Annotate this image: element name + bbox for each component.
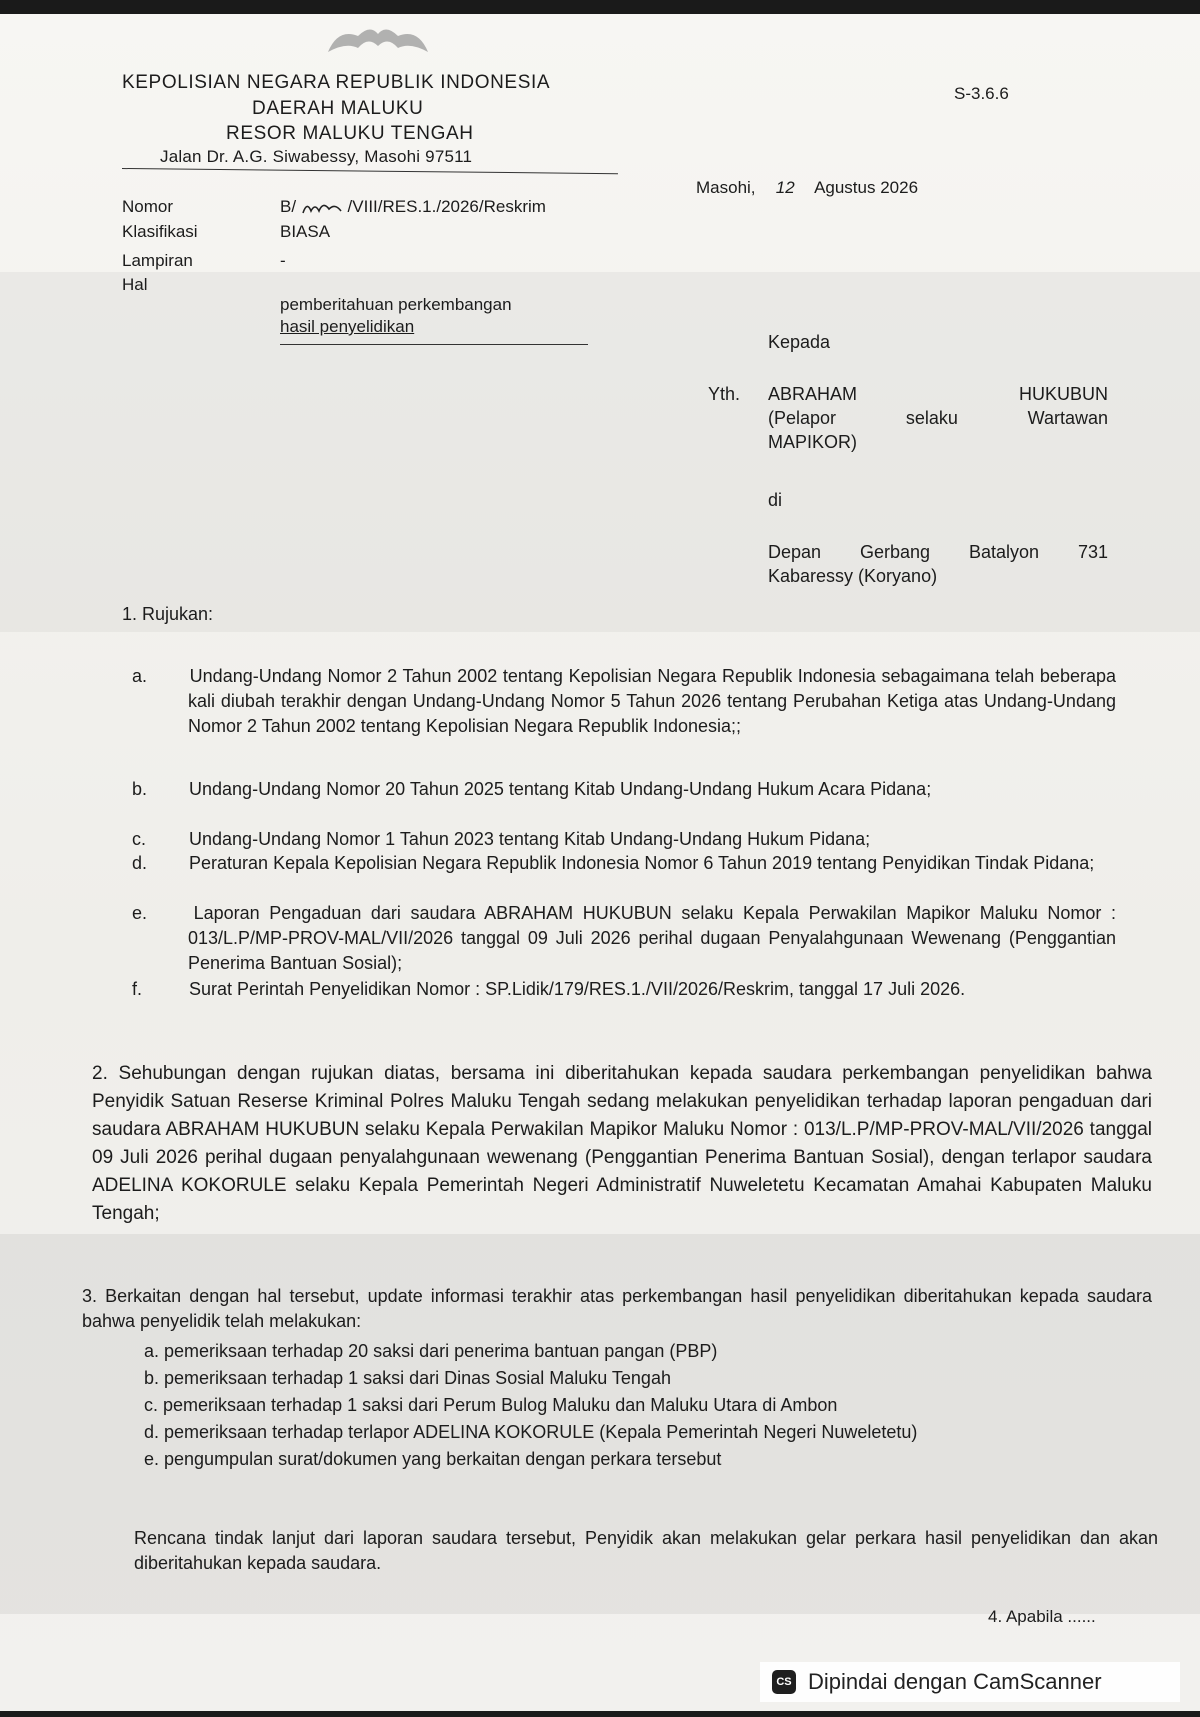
location-line2: Kabaressy (Koryano): [768, 566, 938, 586]
city: Masohi,: [696, 178, 756, 197]
location-word: Gerbang: [859, 542, 931, 562]
item-text: Peraturan Kepala Kepolisian Negara Republik Indonesia Nomor 6 Tahun 2019 tentang Penyidikan Tindak Pidana;: [189, 853, 1095, 873]
police-crest-emblem: [318, 22, 438, 62]
letterhead-address: Jalan Dr. A.G. Siwabessy, Masohi 97511: [160, 147, 473, 166]
location-word: Depan: [768, 542, 822, 562]
item-text: Laporan Pengaduan dari saudara ABRAHAM HUKUBUN selaku Kepala Perwakilan Mapikor Maluku Nomor : 013/L.P/MP-PROV-MAL/VII/2026 tanggal 09 Juli 2026 perihal dugaan Penyalahgunaan Wewenang (Penggantian Penerima Bantuan Sosial);: [188, 903, 1116, 973]
item-key: d.: [132, 853, 148, 873]
hal-value-line1: pemberitahuan perkembangan: [280, 295, 512, 314]
kepada-label: Kepada: [768, 332, 831, 352]
reference-item: [132, 977, 1116, 1002]
letterhead-divider: [122, 168, 618, 174]
reference-item: [132, 664, 1116, 739]
list-item: c. pemeriksaan terhadap 1 saksi dari Perum Bulog Maluku dan Maluku Utara di Ambon: [144, 1395, 838, 1415]
item-text: Surat Perintah Penyelidikan Nomor : SP.Lidik/179/RES.1./VII/2026/Reskrim, tanggal 17 Juli 2026.: [189, 979, 966, 999]
place-date: [696, 178, 918, 198]
section3-list: [130, 1338, 1150, 1473]
nomor-value: [280, 196, 546, 218]
continuation-marker: 4. Apabila ......: [988, 1607, 1096, 1626]
recipient-last-name: HUKUBUN: [1018, 384, 1108, 404]
role-word: (Pelapor: [768, 408, 837, 428]
recipient-first-name: ABRAHAM: [768, 384, 858, 404]
location-word: 731: [1077, 542, 1108, 562]
location-line1: [768, 540, 1108, 564]
reference-item: [132, 901, 1116, 976]
item-key: f.: [132, 979, 143, 999]
list-item: e. pengumpulan surat/dokumen yang berkaitan dengan perkara tersebut: [144, 1449, 722, 1469]
handwritten-number-signature: [301, 199, 343, 217]
recipient-location: [768, 540, 1108, 588]
hal-value-line2: hasil penyelidikan: [280, 317, 415, 336]
camscanner-text: Dipindai dengan CamScanner: [808, 1669, 1102, 1694]
lampiran-label: Lampiran: [122, 251, 193, 270]
recipient-name: [768, 382, 1108, 406]
reference-item: [132, 827, 1116, 852]
klasifikasi-value: BIASA: [280, 222, 331, 241]
letter-page: [0, 14, 1200, 1711]
klasifikasi-label: Klasifikasi: [122, 222, 198, 241]
letterhead-resort: RESOR MALUKU TENGAH: [226, 123, 474, 144]
item-key: b.: [132, 779, 148, 799]
hal-label: Hal: [122, 275, 148, 294]
recipient-role: [768, 406, 1108, 430]
reference-item: [132, 851, 1116, 876]
form-code: S-3.6.6: [954, 84, 1009, 103]
section1-heading: 1. Rujukan:: [122, 604, 214, 624]
top-border: [0, 0, 1200, 14]
di-label: di: [768, 490, 783, 510]
location-word: Batalyon: [968, 542, 1040, 562]
item-text: Undang-Undang Nomor 20 Tahun 2025 tentang Kitab Undang-Undang Hukum Acara Pidana;: [189, 779, 932, 799]
item-key: e.: [132, 903, 148, 923]
item-text: Undang-Undang Nomor 2 Tahun 2002 tentang Kepolisian Negara Republik Indonesia sebagaimana telah beberapa kali diubah terakhir dengan Undang-Undang Nomor 5 Tahun 2026 tentang Perubahan Ketiga atas Undang-Undang Nomor 2 Tahun 2002 tentang Kepolisian Negara Republik Indonesia;;: [188, 666, 1116, 736]
section2-paragraph: 2. Sehubungan dengan rujukan diatas, bersama ini diberitahukan kepada saudara perkembangan penyelidikan bahwa Penyidik Satuan Reserse Kriminal Polres Maluku Tengah sedang melakukan penyelidikan terhadap laporan pengaduan dari saudara ABRAHAM HUKUBUN selaku Kepala Perwakilan Mapikor Maluku Nomor : 013/L.P/MP-PROV-MAL/VII/2026 tanggal 09 Juli 2026 perihal dugaan penyalahgunaan wewenang (Penggantian Penerima Bantuan Sosial), dengan terlapor saudara ADELINA KOKORULE selaku Kepala Pemerintah Negeri Administratif Nuweletetu Kecamatan Amahai Kabupaten Maluku Tengah;: [92, 1063, 1152, 1224]
recipient-org: MAPIKOR): [768, 432, 858, 452]
list-item: a. pemeriksaan terhadap 20 saksi dari penerima bantuan pangan (PBP): [144, 1341, 718, 1361]
letterhead-institution: KEPOLISIAN NEGARA REPUBLIK INDONESIA: [122, 72, 551, 93]
letterhead-region: DAERAH MALUKU: [252, 98, 424, 119]
item-key: a.: [132, 666, 148, 686]
recipient-block: [768, 382, 1108, 454]
nomor-prefix: B/: [280, 197, 297, 216]
month-year: Agustus 2026: [814, 178, 919, 197]
bottom-border: [0, 1711, 1200, 1717]
reference-item: [132, 777, 1116, 802]
list-item: b. pemeriksaan terhadap 1 saksi dari Dinas Sosial Maluku Tengah: [144, 1368, 671, 1388]
day-handwritten: 12: [775, 178, 795, 197]
nomor-suffix: /VIII/RES.1./2026/Reskrim: [347, 197, 546, 216]
role-word: Wartawan: [1027, 408, 1108, 428]
yth-label: Yth.: [708, 384, 741, 404]
role-word: selaku: [905, 408, 958, 428]
followup-paragraph: Rencana tindak lanjut dari laporan saudara tersebut, Penyidik akan melakukan gelar perkara hasil penyelidikan dan akan diberitahukan kepada saudara.: [134, 1528, 1158, 1573]
item-text: Undang-Undang Nomor 1 Tahun 2023 tentang Kitab Undang-Undang Hukum Pidana;: [189, 829, 871, 849]
camscanner-icon: CS: [772, 1670, 796, 1694]
lampiran-value: -: [280, 251, 286, 270]
nomor-label: Nomor: [122, 197, 174, 216]
item-key: c.: [132, 829, 147, 849]
section3-intro: 3. Berkaitan dengan hal tersebut, update informasi terakhir atas perkembangan hasil penyelidikan diberitahukan kepada saudara bahwa penyelidik telah melakukan:: [82, 1286, 1152, 1331]
list-item: d. pemeriksaan terhadap terlapor ADELINA KOKORULE (Kepala Pemerintah Negeri Nuweletetu): [144, 1422, 918, 1442]
camscanner-watermark: [760, 1662, 1180, 1702]
hal-divider: [280, 344, 588, 345]
